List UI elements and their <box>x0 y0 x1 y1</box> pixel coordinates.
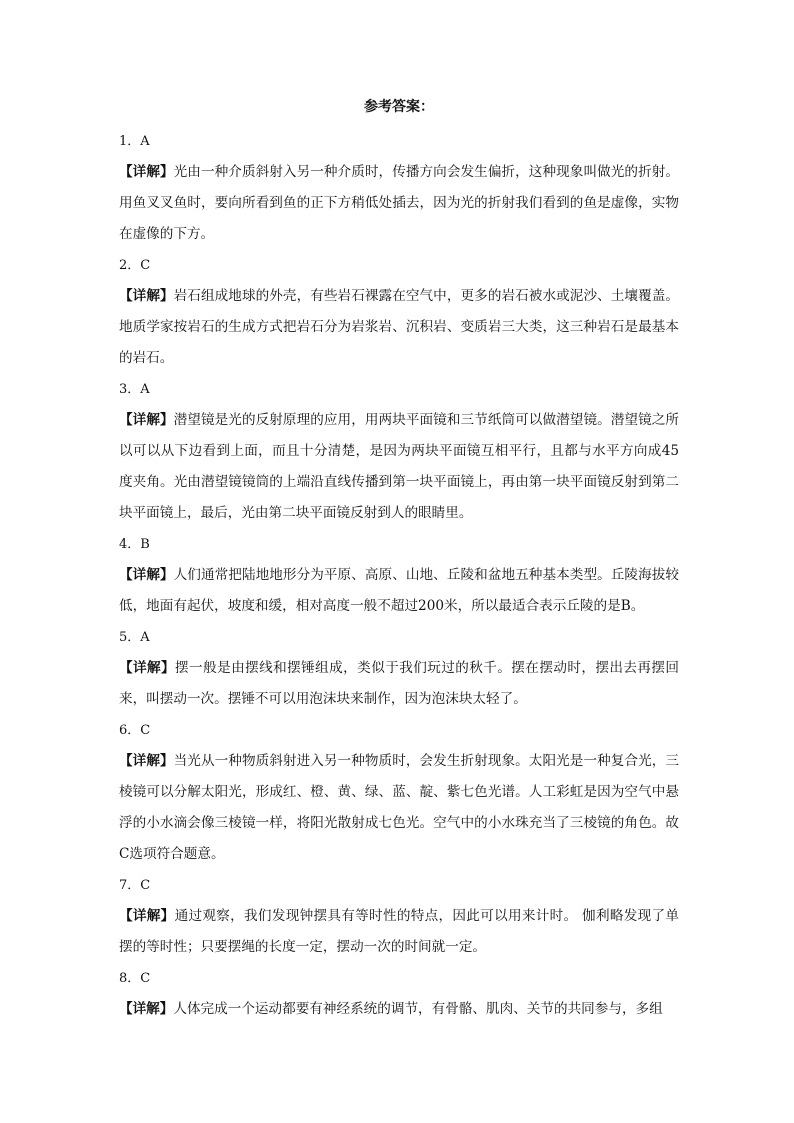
explanation-text: 人们通常把陆地地形分为平原、高原、山地、丘陵和盆地五种基本类型。丘陵海拔较低，地面有起伏，坡度和缓，相对高度一般不超过200米，所以最适合表示丘陵的是B。 <box>119 567 679 614</box>
explanation-text: 光由一种介质斜射入另一种介质时，传播方向会发生偏折，这种现象叫做光的折射。用鱼叉叉鱼时，要向所看到鱼的正下方稍低处插去，因为光的折射我们看到的鱼是虚像，实物在虚像的下方。 <box>119 164 679 242</box>
answer-key <box>119 96 679 1025</box>
answer-number: 2．C <box>119 258 151 273</box>
explanation-text: 当光从一种物质斜射进入另一种物质时，会发生折射现象。太阳光是一种复合光，三棱镜可以分解太阳光，形成红、橙、黄、绿、蓝、靛、紫七色光谱。人工彩虹是因为空气中悬浮的小水滴会像三棱镜一样，将阳光散射成七色光。空气中的小水珠充当了三棱镜的角色。故C选项符合题意。 <box>119 753 679 862</box>
explanation <box>119 157 679 250</box>
answer-item-5 <box>119 622 679 715</box>
explanation <box>119 901 679 963</box>
explanation <box>119 746 679 870</box>
answer-number: 8．C <box>119 971 151 986</box>
answer-number: 5．A <box>119 630 150 645</box>
explanation-tag: 【详解】 <box>119 753 174 769</box>
answer-number: 7．C <box>119 878 151 893</box>
explanation-tag: 【详解】 <box>119 908 175 924</box>
answer-item-4 <box>119 529 679 622</box>
explanation-text: 摆一般是由摆线和摆锤组成，类似于我们玩过的秋千。摆在摆动时，摆出去再摆回来，叫摆动一次。摆锤不可以用泡沫块来制作，因为泡沫块太轻了。 <box>119 660 680 707</box>
answer-item-3 <box>119 374 679 529</box>
explanation-text: 人体完成一个运动都要有神经系统的调节，有骨骼、肌肉、关节的共同参与，多组 <box>173 1001 663 1017</box>
explanation-tag: 【详解】 <box>119 412 174 428</box>
explanation-text: 通过观察，我们发现钟摆具有等时性的特点，因此可以用来计时。 伽利略发现了单摆的等时性；只要摆绳的长度一定，摆动一次的时间就一定。 <box>119 908 680 955</box>
answer-item-2 <box>119 250 679 374</box>
answer-number: 6．C <box>119 723 151 738</box>
answer-item-1 <box>119 126 679 250</box>
explanation <box>119 994 679 1025</box>
explanation <box>119 281 679 374</box>
explanation-tag: 【详解】 <box>119 288 174 304</box>
explanation-tag: 【详解】 <box>119 567 174 583</box>
answer-item-8 <box>119 963 679 1025</box>
answer-item-7 <box>119 870 679 963</box>
explanation <box>119 653 679 715</box>
answer-number: 4．B <box>119 537 150 552</box>
explanation <box>119 405 679 529</box>
answer-item-6 <box>119 715 679 870</box>
answer-number: 1．A <box>119 134 150 149</box>
explanation-text: 岩石组成地球的外壳，有些岩石裸露在空气中，更多的岩石被水或泥沙、土壤覆盖。地质学家按岩石的生成方式把岩石分为岩浆岩、沉积岩、变质岩三大类，这三种岩石是最基本的岩石。 <box>119 288 679 366</box>
explanation-text: 潜望镜是光的反射原理的应用，用两块平面镜和三节纸筒可以做潜望镜。潜望镜之所以可以从下边看到上面，而且十分清楚，是因为两块平面镜互相平行，且都与水平方向成45度夹角。光由潜望镜镜筒的上端沿直线传播到第一块平面镜上，再由第一块平面镜反射到第二块平面镜上，最后，光由第二块平面镜反射到人的眼睛里。 <box>119 412 679 521</box>
explanation <box>119 560 679 622</box>
explanation-tag: 【详解】 <box>119 1001 174 1017</box>
page-title: 参考答案： <box>364 99 434 115</box>
answer-number: 3．A <box>119 382 150 397</box>
explanation-tag: 【详解】 <box>119 660 176 676</box>
explanation-tag: 【详解】 <box>119 164 174 180</box>
